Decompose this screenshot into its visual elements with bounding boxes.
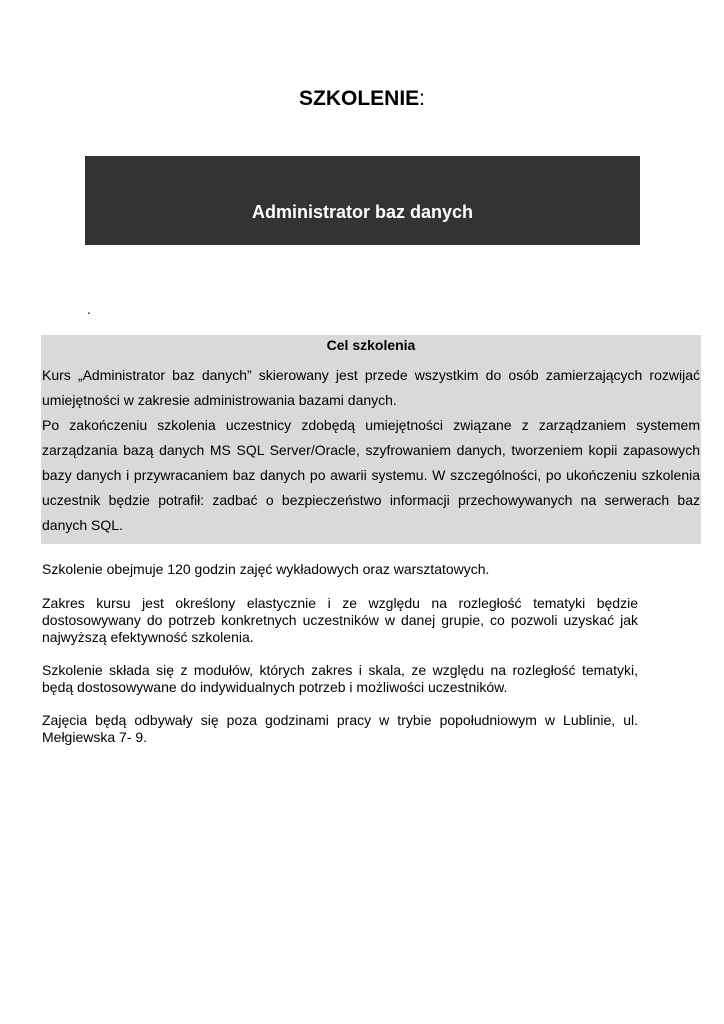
- scope-paragraph: Zakres kursu jest określony elastycznie i ze względu na rozległość tematyki będzie dostosowywany do potrzeb konkretnych uczestników w danej grupie, co pozwoli uzyskać jak najwyższą efektywność szkolenia.: [42, 595, 638, 645]
- course-name: Administrator baz danych: [251, 202, 474, 222]
- location-paragraph: Zajęcia będą odbywały się poza godzinami pracy w trybie popołudniowym w Lublinie, ul. Mełgiewska 7- 9.: [42, 712, 638, 745]
- dot-marker: .: [87, 301, 91, 317]
- goal-body: [42, 363, 700, 538]
- page-title-colon: :: [419, 87, 426, 110]
- goal-heading: Cel szkolenia: [326, 337, 416, 353]
- modules-paragraph: Szkolenie składa się z modułów, których zakres i skala, ze względu na rozległość tematyki, będą dostosowywane do indywidualnych potrzeb i możliwości uczestników.: [42, 662, 638, 695]
- page-title-text: SZKOLENIE: [298, 87, 420, 110]
- goal-paragraph-1: Kurs „Administrator baz danych” skierowany jest przede wszystkim do osób zamierzających rozwijać umiejętności w zakresie administrowania bazami danych.: [42, 367, 700, 408]
- goal-paragraph-2: Po zakończeniu szkolenia uczestnicy zdobędą umiejętności związane z zarządzaniem systemem zarządzania bazą danych MS SQL Server/Oracle, szyfrowaniem danych, tworzeniem kopii zapasowych bazy danych i przywracaniem baz danych po awarii systemu. W szczególności, po ukończeniu szkolenia uczestnik będzie potrafił: zadbać o bezpieczeństwo informacji przechowywanych na serwerach baz danych SQL.: [42, 417, 700, 533]
- course-banner: [85, 156, 640, 245]
- goal-section: [41, 335, 701, 544]
- hours-paragraph: Szkolenie obejmuje 120 godzin zajęć wykładowych oraz warsztatowych.: [42, 561, 490, 577]
- page-title: [0, 86, 724, 112]
